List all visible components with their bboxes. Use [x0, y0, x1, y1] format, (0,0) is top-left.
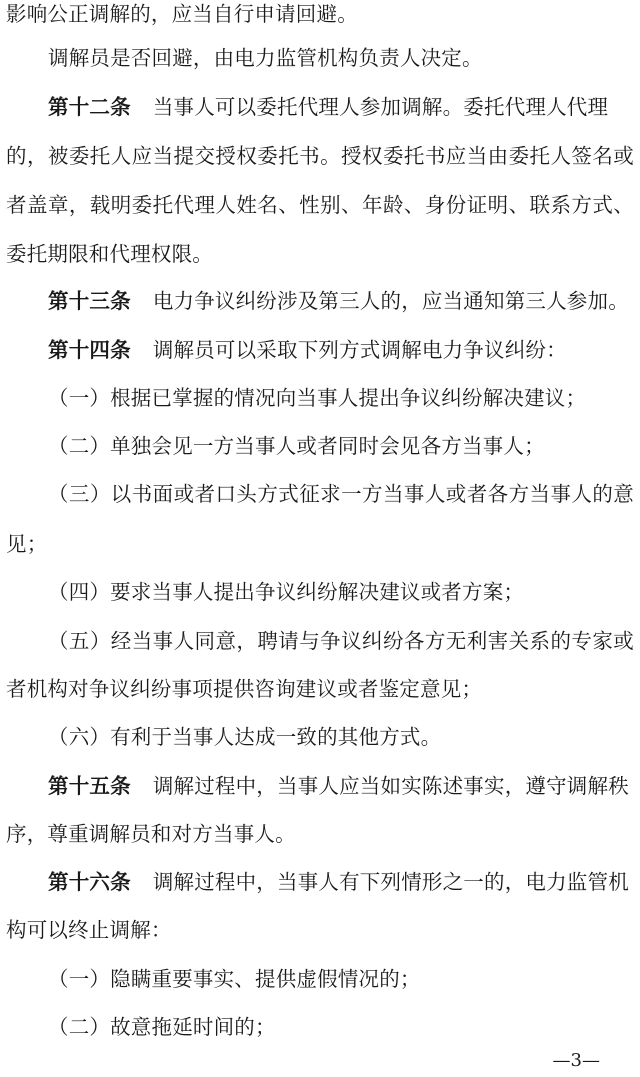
line-text: 者盖章，载明委托代理人姓名、性别、年龄、身份证明、联系方式、: [6, 193, 634, 217]
list-item: [48, 384, 634, 412]
list-item: [48, 432, 634, 460]
text-line: [6, 0, 634, 28]
article-line: [48, 336, 634, 364]
article-line: [48, 287, 634, 315]
text-line: [6, 820, 634, 848]
text-line: [6, 530, 634, 558]
line-text: （一）根据已掌握的情况向当事人提出争议纠纷解决建议；: [48, 386, 587, 410]
text-line: [48, 44, 634, 72]
list-item: [48, 965, 634, 993]
text-line: [6, 191, 634, 219]
text-line: [6, 675, 634, 703]
list-item: [48, 578, 634, 606]
line-text: （二）单独会见一方当事人或者同时会见各方当事人；: [48, 434, 545, 458]
text-line: [6, 240, 634, 268]
article-heading: 第十四条: [48, 338, 131, 362]
list-item: [48, 627, 634, 655]
line-text: 委托期限和代理权限。: [6, 242, 213, 266]
text-line: [6, 916, 634, 944]
line-text: 当事人可以委托代理人参加调解。委托代理人代理: [152, 95, 609, 119]
line-text: （五）经当事人同意，聘请与争议纠纷各方无利害关系的专家或: [48, 629, 634, 653]
line-text: 电力争议纠纷涉及第三人的，应当通知第三人参加。: [152, 289, 629, 313]
line-text: 影响公正调解的，应当自行申请回避。: [6, 2, 358, 26]
line-text: 调解过程中，当事人有下列情形之一的，电力监管机: [152, 870, 629, 894]
line-text: 构可以终止调解：: [6, 918, 172, 942]
line-text: 者机构对争议纠纷事项提供咨询建议或者鉴定意见；: [6, 677, 483, 701]
line-text: （三）以书面或者口头方式征求一方当事人或者各方当事人的意: [48, 482, 634, 506]
list-item: [48, 480, 634, 508]
page-number: —3—: [552, 1050, 600, 1071]
line-text: 调解员是否回避，由电力监管机构负责人决定。: [48, 46, 483, 70]
article-heading: 第十三条: [48, 289, 131, 313]
line-text: 见；: [6, 532, 48, 556]
line-text: 序，尊重调解员和对方当事人。: [6, 822, 296, 846]
article-line: [48, 868, 634, 896]
line-text: （六）有利于当事人达成一致的其他方式。: [48, 725, 442, 749]
article-line: [48, 93, 634, 121]
article-heading: 第十五条: [48, 774, 131, 798]
list-item: [48, 1013, 634, 1041]
article-heading: 第十六条: [48, 870, 131, 894]
article-heading: 第十二条: [48, 95, 131, 119]
line-text: （四）要求当事人提出争议纠纷解决建议或者方案；: [48, 580, 525, 604]
line-text: （二）故意拖延时间的；: [48, 1015, 276, 1039]
line-text: 调解员可以采取下列方式调解电力争议纠纷：: [152, 338, 567, 362]
line-text: （一）隐瞒重要事实、提供虚假情况的；: [48, 967, 421, 991]
article-line: [48, 772, 634, 800]
text-line: [6, 142, 634, 170]
line-text: 的，被委托人应当提交授权委托书。授权委托书应当由委托人签名或: [6, 144, 634, 168]
line-text: 调解过程中，当事人应当如实陈述事实，遵守调解秩: [152, 774, 629, 798]
list-item: [48, 723, 634, 751]
